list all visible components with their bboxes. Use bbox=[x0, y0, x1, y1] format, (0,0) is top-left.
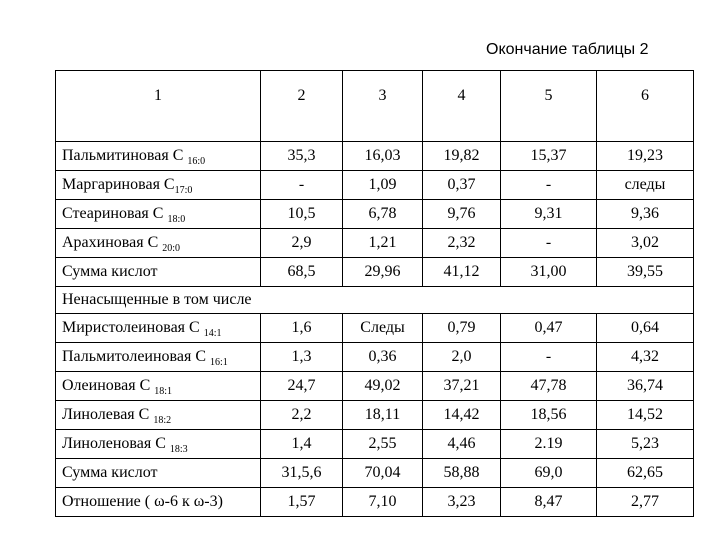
row-label: Сумма кислот bbox=[56, 258, 261, 287]
header-cell: 4 bbox=[423, 71, 501, 142]
row-label: Маргариновая $С_{17:0}$ bbox=[56, 171, 261, 200]
table-cell: - bbox=[501, 343, 597, 372]
table-cell: 39,55 bbox=[597, 258, 694, 287]
table-cell: 31,5,6 bbox=[261, 459, 343, 488]
table-cell: 19,23 bbox=[597, 142, 694, 171]
header-cell: 6 bbox=[597, 71, 694, 142]
table-cell: 2,32 bbox=[423, 229, 501, 258]
table-cell: - bbox=[261, 171, 343, 200]
table-cell: 69,0 bbox=[501, 459, 597, 488]
table-row bbox=[56, 229, 694, 258]
table-row bbox=[56, 314, 694, 343]
table-cell: 37,21 bbox=[423, 372, 501, 401]
table-cell: 18,11 bbox=[343, 401, 423, 430]
row-label: Арахиновая С $_{20:0}$ bbox=[56, 229, 261, 258]
table-cell: 70,04 bbox=[343, 459, 423, 488]
table-cell: 24,7 bbox=[261, 372, 343, 401]
subheading: Ненасыщенные в том числе bbox=[56, 287, 694, 314]
table-row bbox=[56, 343, 694, 372]
table-row bbox=[56, 258, 694, 287]
table-caption: Окончание таблицы 2 bbox=[486, 41, 649, 58]
table-cell: 3,23 bbox=[423, 488, 501, 517]
row-label: Линоленовая С $_{18:3}$ bbox=[56, 430, 261, 459]
table-cell: 18,56 bbox=[501, 401, 597, 430]
table-cell: 9,36 bbox=[597, 200, 694, 229]
table-row bbox=[56, 171, 694, 200]
table-cell: 2,77 bbox=[597, 488, 694, 517]
table-cell: 4,32 bbox=[597, 343, 694, 372]
table-cell: 10,5 bbox=[261, 200, 343, 229]
table-cell: 41,12 bbox=[423, 258, 501, 287]
header-cell: 5 bbox=[501, 71, 597, 142]
table-cell: 0,36 bbox=[343, 343, 423, 372]
row-label: Миристолеиновая С $_{14:1}$ bbox=[56, 314, 261, 343]
table-cell: 0,47 bbox=[501, 314, 597, 343]
header-cell: 2 bbox=[261, 71, 343, 142]
table-row bbox=[56, 200, 694, 229]
row-label: Отношение ( ω-6 к ω-3) bbox=[56, 488, 261, 517]
table-cell: 14,42 bbox=[423, 401, 501, 430]
table-cell: 0,64 bbox=[597, 314, 694, 343]
table-cell: 1,6 bbox=[261, 314, 343, 343]
table-cell: 14,52 bbox=[597, 401, 694, 430]
table-cell: 2,2 bbox=[261, 401, 343, 430]
table-cell: 0,79 bbox=[423, 314, 501, 343]
table-cell: 16,03 bbox=[343, 142, 423, 171]
table-cell: 9,76 bbox=[423, 200, 501, 229]
row-label: Сумма кислот bbox=[56, 459, 261, 488]
table-row bbox=[56, 372, 694, 401]
table-row bbox=[56, 488, 694, 517]
table-cell: - bbox=[501, 229, 597, 258]
table-cell: 29,96 bbox=[343, 258, 423, 287]
row-label: Пальмитиновая С $_{16:0}$ bbox=[56, 142, 261, 171]
table-cell: 35,3 bbox=[261, 142, 343, 171]
subheading-row bbox=[56, 287, 694, 314]
table-cell: следы bbox=[597, 171, 694, 200]
table-cell: 1,3 bbox=[261, 343, 343, 372]
table-cell: 8,47 bbox=[501, 488, 597, 517]
table-cell: 2,9 bbox=[261, 229, 343, 258]
table-cell: 7,10 bbox=[343, 488, 423, 517]
table-cell: 0,37 bbox=[423, 171, 501, 200]
table-cell: 2,0 bbox=[423, 343, 501, 372]
table-cell: 5,23 bbox=[597, 430, 694, 459]
table-cell: 1,21 bbox=[343, 229, 423, 258]
table-cell: 31,00 bbox=[501, 258, 597, 287]
table-cell: 19,82 bbox=[423, 142, 501, 171]
row-label: Олеиновая С $_{18:1}$ bbox=[56, 372, 261, 401]
table-cell: 36,74 bbox=[597, 372, 694, 401]
table-cell: 47,78 bbox=[501, 372, 597, 401]
table-row bbox=[56, 430, 694, 459]
table-cell: Следы bbox=[343, 314, 423, 343]
table-cell: 1,4 bbox=[261, 430, 343, 459]
row-label: Линолевая С $_{18:2}$ bbox=[56, 401, 261, 430]
table-cell: 2,55 bbox=[343, 430, 423, 459]
table-cell: 1,57 bbox=[261, 488, 343, 517]
table-cell: 62,65 bbox=[597, 459, 694, 488]
table-row bbox=[56, 142, 694, 171]
table-cell: 3,02 bbox=[597, 229, 694, 258]
table-cell: 2.19 bbox=[501, 430, 597, 459]
header-cell: 3 bbox=[343, 71, 423, 142]
row-label: Стеариновая С $_{18:0}$ bbox=[56, 200, 261, 229]
table-cell: 1,09 bbox=[343, 171, 423, 200]
table-cell: 49,02 bbox=[343, 372, 423, 401]
table-cell: 15,37 bbox=[501, 142, 597, 171]
table-cell: 58,88 bbox=[423, 459, 501, 488]
table-cell: 4,46 bbox=[423, 430, 501, 459]
table-row bbox=[56, 401, 694, 430]
header-row bbox=[56, 71, 694, 142]
table-cell: 68,5 bbox=[261, 258, 343, 287]
header-cell: 1 bbox=[56, 71, 261, 142]
table-row bbox=[56, 459, 694, 488]
table-cell: 9,31 bbox=[501, 200, 597, 229]
fatty-acid-table bbox=[55, 70, 694, 517]
table-cell: 6,78 bbox=[343, 200, 423, 229]
table-cell: - bbox=[501, 171, 597, 200]
row-label: Пальмитолеиновая С $_{16:1}$ bbox=[56, 343, 261, 372]
